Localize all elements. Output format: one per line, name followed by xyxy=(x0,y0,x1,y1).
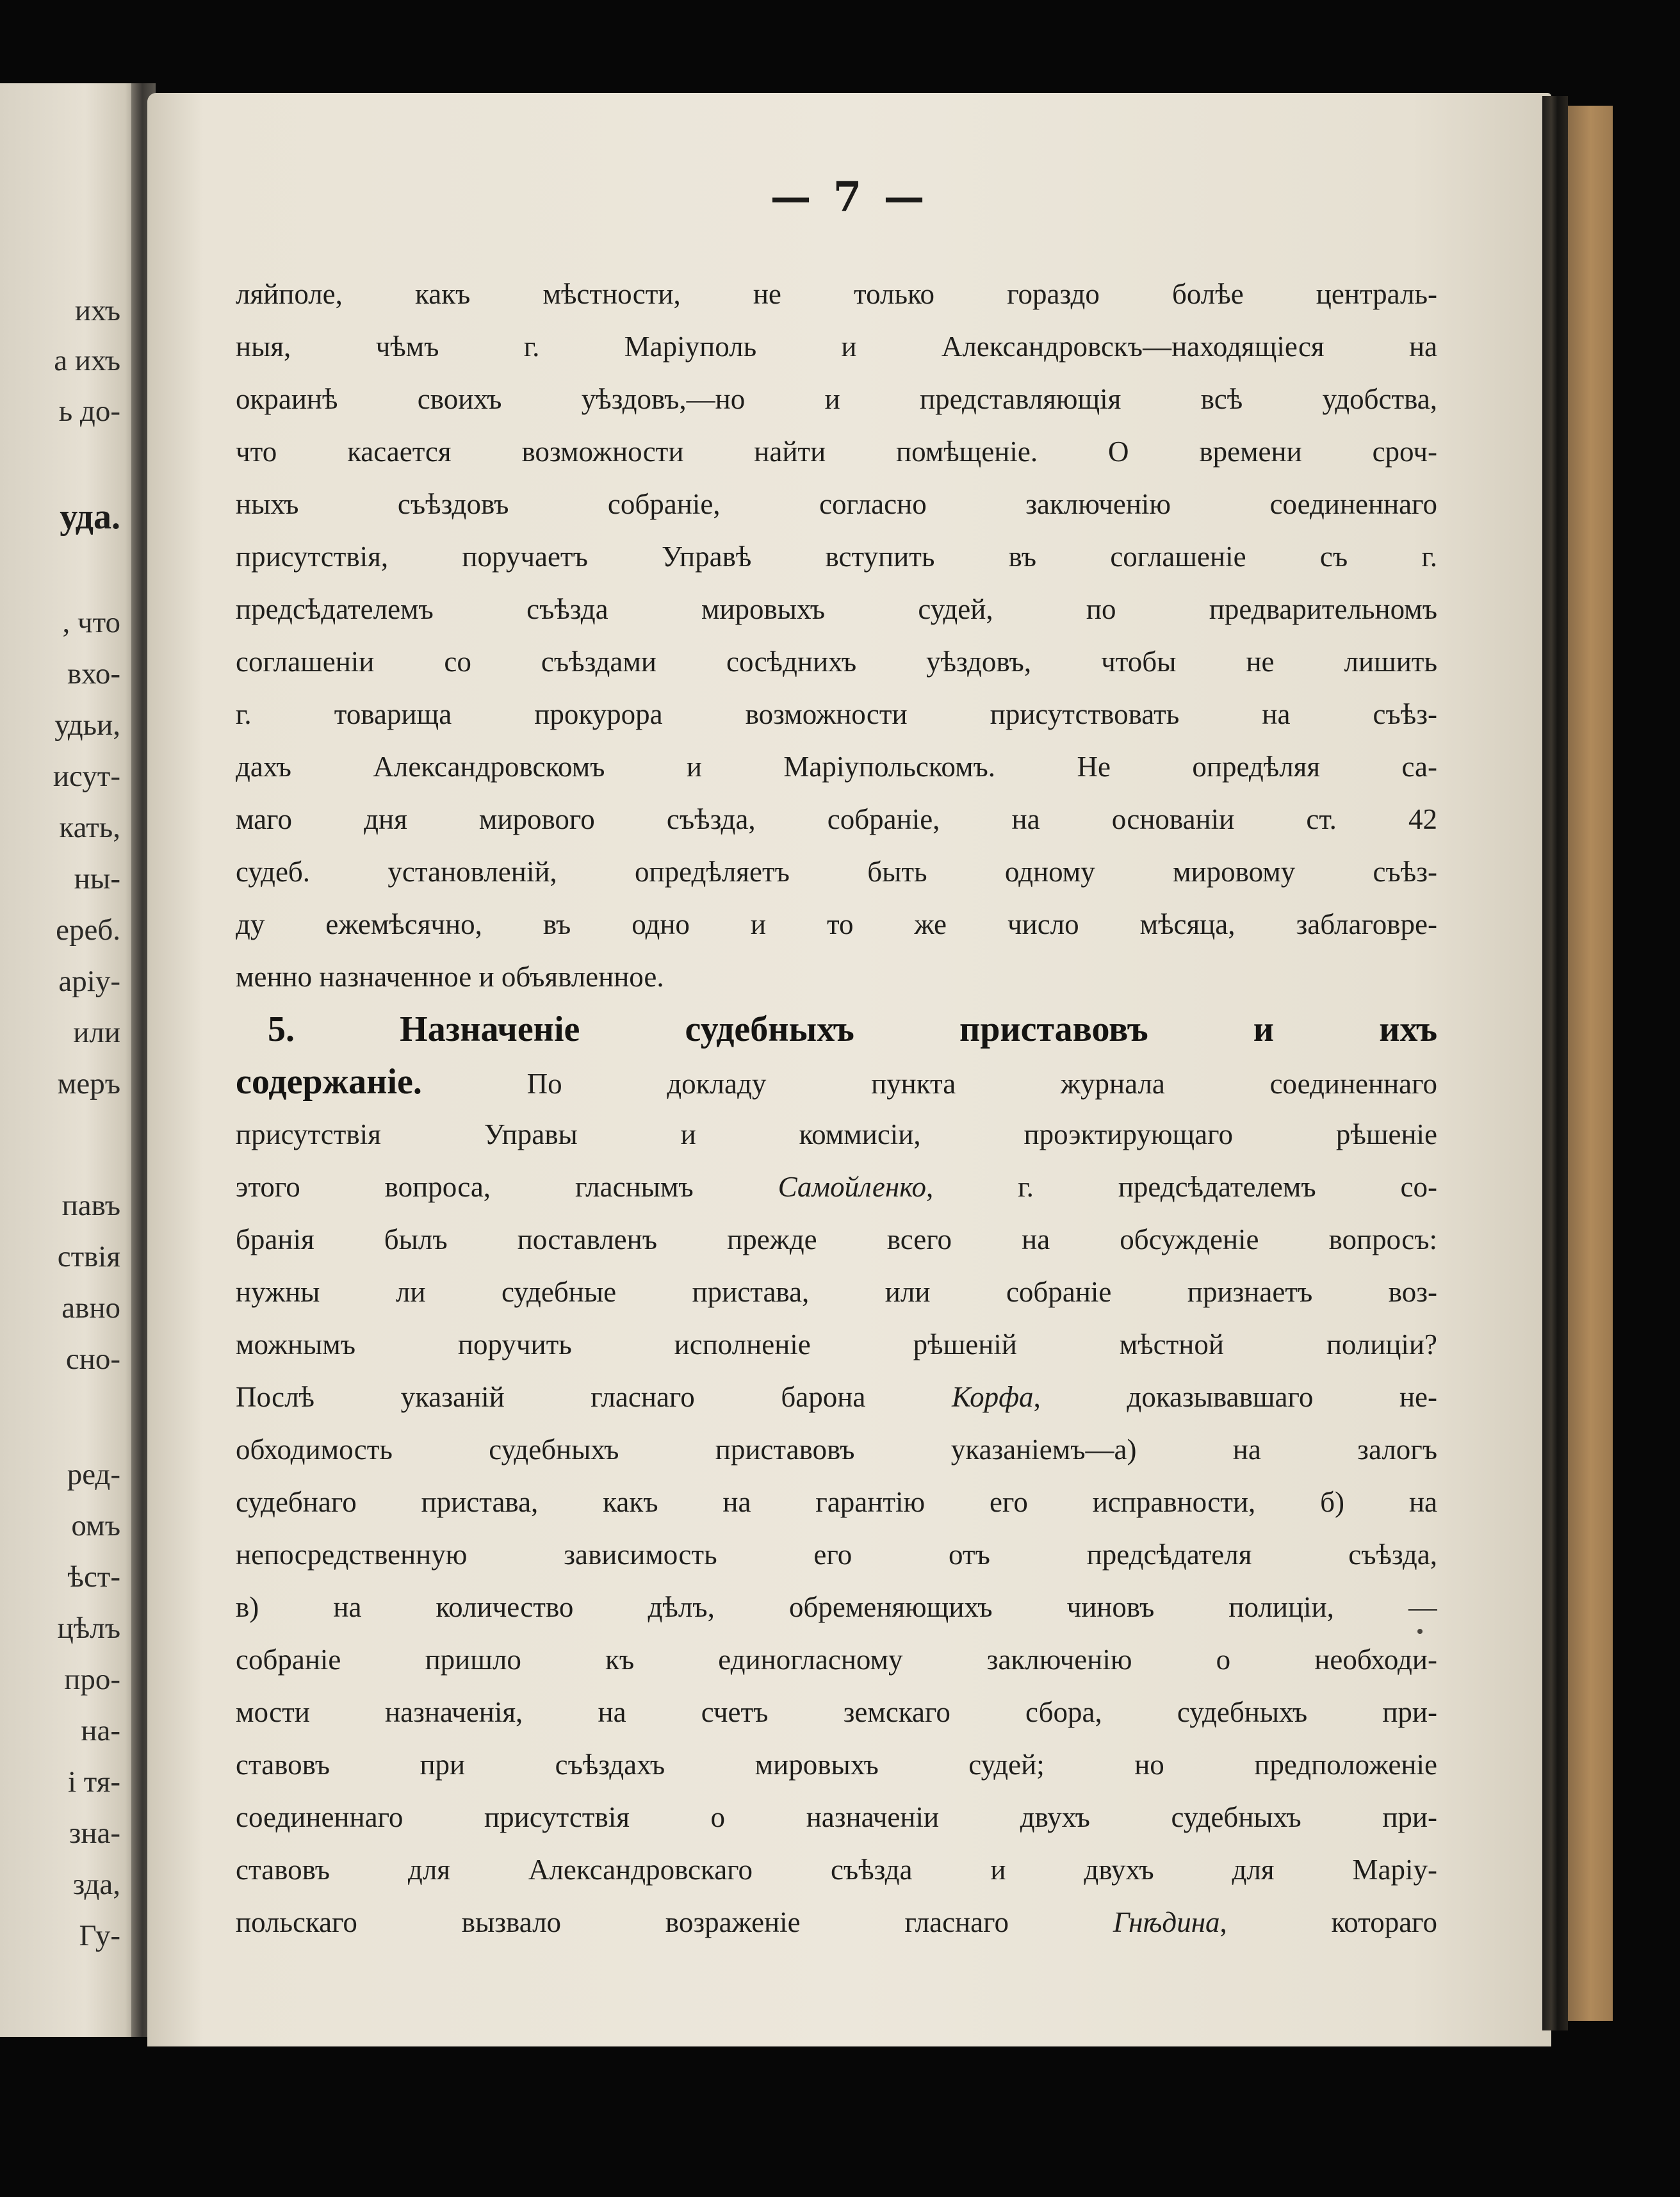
text-run: польскаго вызвало возраженіе гласнаго xyxy=(236,1906,1113,1938)
line-fragment: павъ xyxy=(61,1189,120,1222)
person-name: Самойленко xyxy=(778,1171,927,1203)
section-5-heading: 5. Назначеніе судебныхъ приставовъ и ихъ xyxy=(268,1009,1437,1049)
text-line: непосредственную зависимость его отъ предсѣдателя съѣзда, xyxy=(236,1539,1437,1571)
text-line: можнымъ поручить исполненіе рѣшеній мѣстной полиціи? xyxy=(236,1328,1437,1360)
line-fragment: кать, xyxy=(59,811,120,844)
text-line: присутствія, поручаетъ Управѣ вступить въ соглашеніе съ г. xyxy=(236,541,1437,573)
text-line xyxy=(236,1896,1437,1948)
person-name: Гнѣдина xyxy=(1113,1906,1220,1938)
page-number: — 7 — xyxy=(770,173,929,221)
line-fragment: сно- xyxy=(65,1343,120,1376)
book-cover-edge xyxy=(1568,106,1613,2021)
text-line xyxy=(236,1056,1437,1108)
text-run: , доказывавшаго не- xyxy=(1033,1381,1437,1413)
line-fragment: і тя- xyxy=(68,1765,120,1799)
text-line: судеб. установленій, опредѣляетъ быть одному мировому съѣз- xyxy=(236,856,1437,888)
line-fragment: меръ xyxy=(57,1067,120,1100)
text-line: предсѣдателемъ съѣзда мировыхъ судей, по предварительномъ xyxy=(236,593,1437,625)
text-run: этого вопроса, гласнымъ xyxy=(236,1171,778,1203)
text-line: окраинѣ своихъ уѣздовъ,—но и представляющія всѣ удобства, xyxy=(236,383,1437,415)
text-line: соглашеніи со съѣздами сосѣднихъ уѣздовъ, чтобы не лишить xyxy=(236,646,1437,678)
line-fragment: зда, xyxy=(72,1868,120,1901)
text-line: ставовъ при съѣздахъ мировыхъ судей; но предположеніе xyxy=(236,1749,1437,1781)
text-line: ныя, чѣмъ г. Маріуполь и Александровскъ—находящіеся на xyxy=(236,331,1437,363)
page-edges xyxy=(1542,96,1568,2030)
text-line: маго дня мирового съѣзда, собраніе, на основаніи ст. 42 xyxy=(236,803,1437,835)
line-fragment: ред- xyxy=(67,1458,120,1491)
line-fragment: ствія xyxy=(57,1240,120,1273)
text-line: менно назначенное и объявленное. xyxy=(236,961,664,993)
line-fragment: цѣлъ xyxy=(57,1612,120,1645)
line-fragment: про- xyxy=(64,1663,120,1696)
line-fragment: вхо- xyxy=(67,657,120,690)
text-line: ду ежемѣсячно, въ одно и то же число мѣсяца, заблаговре- xyxy=(236,908,1437,940)
line-fragment: ны- xyxy=(74,862,120,895)
text-line xyxy=(236,1371,1437,1423)
line-fragment: ихъ xyxy=(74,294,120,327)
line-fragment: ѣст- xyxy=(67,1560,120,1594)
text-line: что касается возможности найти помѣщеніе. О времени сроч- xyxy=(236,436,1437,468)
line-fragment: авно xyxy=(61,1291,120,1325)
line-fragment: Гу- xyxy=(79,1919,120,1952)
text-run: Послѣ указаній гласнаго барона xyxy=(236,1381,952,1413)
text-line: в) на количество дѣлъ, обременяющихъ чиновъ полиціи, — xyxy=(236,1591,1437,1623)
line-fragment: или xyxy=(73,1016,120,1049)
text-line: соединеннаго присутствія о назначеніи двухъ судебныхъ при- xyxy=(236,1801,1437,1833)
text-run: , г. предсѣдателемъ со- xyxy=(926,1171,1437,1203)
text-line: судебнаго пристава, какъ на гарантію его исправности, б) на xyxy=(236,1486,1437,1518)
page-body xyxy=(236,268,1437,1948)
line-fragment: аріу- xyxy=(58,965,120,998)
text-line: присутствія Управы и коммисіи, проэктирующаго рѣшеніе xyxy=(236,1118,1437,1150)
line-fragment: на- xyxy=(81,1714,120,1747)
line-fragment: , что xyxy=(62,606,120,639)
section-5-heading-continuation: содержаніе. xyxy=(236,1062,422,1102)
text-run: По докладу пункта журнала соединеннаго xyxy=(421,1068,1437,1100)
text-line: дахъ Александровскомъ и Маріупольскомъ. Не опредѣляя са- xyxy=(236,751,1437,783)
section-heading-fragment: уда. xyxy=(60,497,120,537)
line-fragment: омъ xyxy=(71,1509,120,1542)
line-fragment: зна- xyxy=(69,1817,120,1850)
paper-speck xyxy=(1417,1629,1423,1634)
previous-page xyxy=(0,83,142,2037)
text-line: нужны ли судебные пристава, или собраніе признаетъ воз- xyxy=(236,1276,1437,1308)
text-run: , котораго xyxy=(1219,1906,1437,1938)
text-line: ставовъ для Александровскаго съѣзда и двухъ для Маріу- xyxy=(236,1854,1437,1886)
text-line: г. товарища прокурора возможности присутствовать на съѣз- xyxy=(236,698,1437,730)
text-line: ныхъ съѣздовъ собраніе, согласно заключенію соединеннаго xyxy=(236,488,1437,520)
line-fragment: а ихъ xyxy=(54,344,120,377)
text-line: ляйполе, какъ мѣстности, не только гораздо болѣе централь- xyxy=(236,278,1437,310)
person-name: Корфа xyxy=(951,1381,1034,1413)
page xyxy=(147,93,1551,2046)
text-line: обходимость судебныхъ приставовъ указаніемъ—а) на залогъ xyxy=(236,1433,1437,1466)
text-line: мости назначенія, на счетъ земскаго сбора, судебныхъ при- xyxy=(236,1696,1437,1728)
text-line xyxy=(236,1161,1437,1213)
text-line: бранія былъ поставленъ прежде всего на обсужденіе вопросъ: xyxy=(236,1223,1437,1255)
text-line: собраніе пришло къ единогласному заключенію о необходи- xyxy=(236,1644,1437,1676)
line-fragment: ереб. xyxy=(56,913,120,947)
section-heading xyxy=(236,1003,1437,1056)
line-fragment: удьи, xyxy=(54,708,120,742)
line-fragment: ь до- xyxy=(58,395,120,428)
line-fragment: исут- xyxy=(53,760,120,793)
